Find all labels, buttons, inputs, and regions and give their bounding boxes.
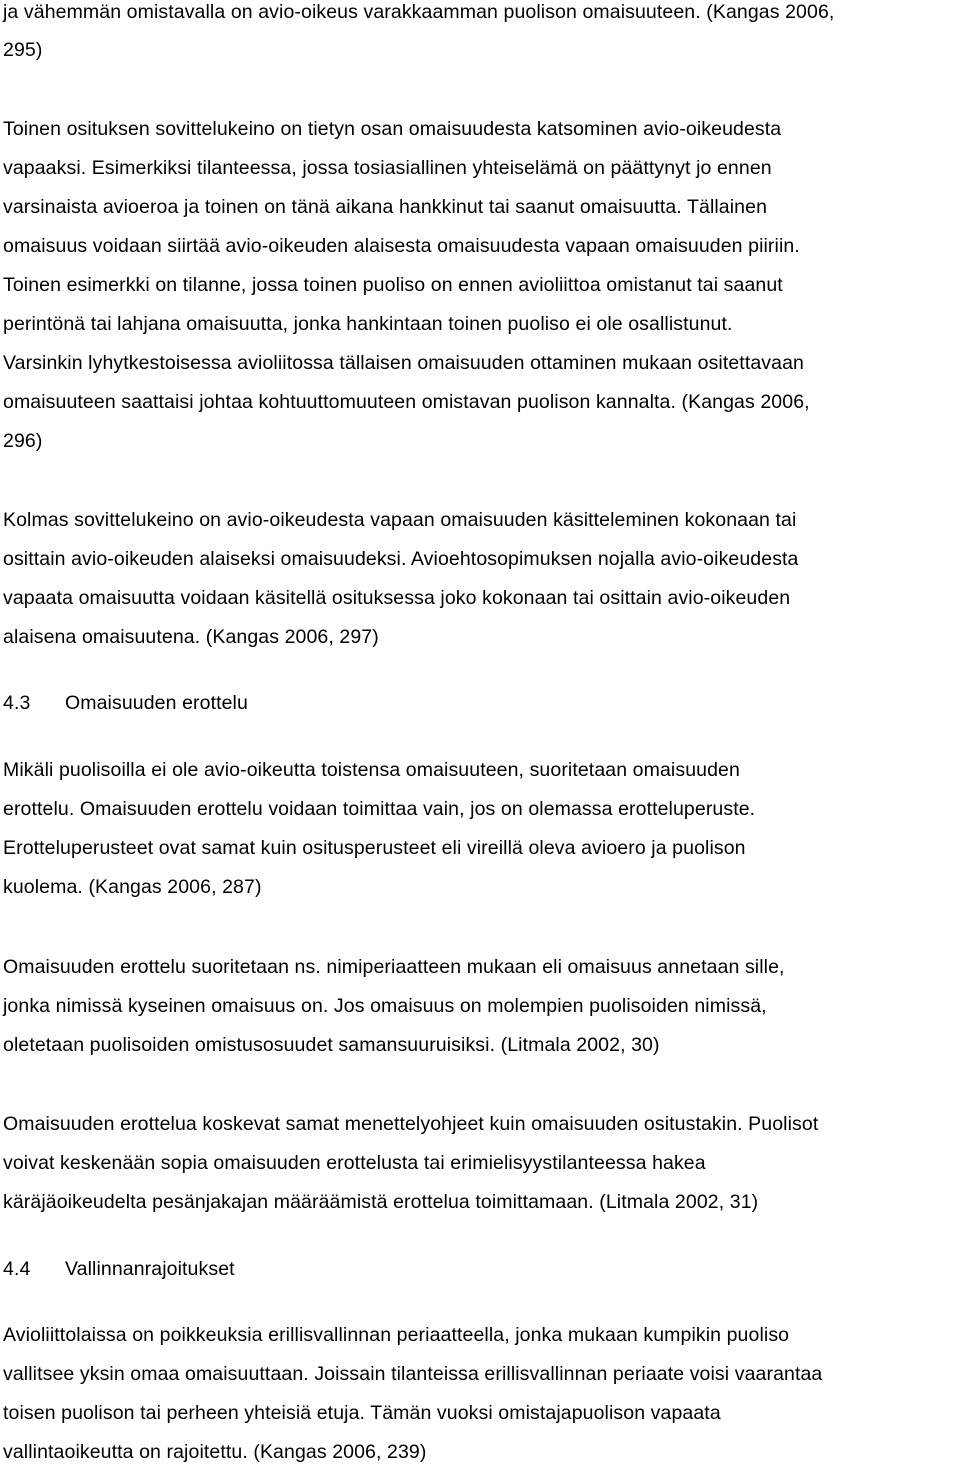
text-line: Mikäli puolisoilla ei ole avio-oikeutta toistensa omaisuuteen, suoritetaan omaisuuden: [3, 759, 740, 781]
section-number: 4.3: [3, 692, 31, 714]
text-line: ja vähemmän omistavalla on avio-oikeus varakkaamman puolison omaisuuteen. (Kangas 2006,: [3, 1, 835, 23]
text-line: vapaaksi. Esimerkiksi tilanteessa, jossa tosiasiallinen yhteiselämä on päättynyt jo ennen: [3, 157, 772, 179]
text-line: Toinen esimerkki on tilanne, jossa toinen puoliso on ennen avioliittoa omistanut tai saanut: [3, 274, 783, 296]
text-line: 296): [3, 430, 43, 452]
text-line: Avioliittolaissa on poikkeuksia erillisvallinnan periaatteella, jonka mukaan kumpikin puoliso: [3, 1324, 790, 1346]
section-title: Omaisuuden erottelu: [65, 692, 248, 714]
text-line: 295): [3, 39, 43, 61]
text-line: Omaisuuden erottelua koskevat samat menettelyohjeet kuin omaisuuden ositustakin. Puolisot: [3, 1113, 819, 1135]
text-line: vallintaoikeutta on rajoitettu. (Kangas 2006, 239): [3, 1441, 427, 1463]
text-line: omaisuus voidaan siirtää avio-oikeuden alaisesta omaisuudesta vapaan omaisuuden piiriin.: [3, 235, 800, 257]
text-line: alaisena omaisuutena. (Kangas 2006, 297): [3, 626, 379, 648]
text-line: voivat keskenään sopia omaisuuden erottelusta tai erimielisyystilanteessa hakea: [3, 1152, 706, 1174]
text-line: kuolema. (Kangas 2006, 287): [3, 876, 262, 898]
section-title: Vallinnanrajoitukset: [65, 1258, 235, 1280]
text-line: varsinaista avioeroa ja toinen on tänä aikana hankkinut tai saanut omaisuutta. Tällainen: [3, 196, 768, 218]
section-heading: [3, 1257, 235, 1281]
text-line: omaisuuteen saattaisi johtaa kohtuuttomuuteen omistavan puolison kannalta. (Kangas 2006,: [3, 391, 810, 413]
text-line: perintönä tai lahjana omaisuutta, jonka hankintaan toinen puoliso ei ole osallistunut.: [3, 313, 733, 335]
section-heading: [3, 691, 248, 715]
text-line: erottelu. Omaisuuden erottelu voidaan toimittaa vain, jos on olemassa erotteluperuste.: [3, 798, 756, 820]
text-line: Varsinkin lyhytkestoisessa avioliitossa tällaisen omaisuuden ottaminen mukaan ositettavaan: [3, 352, 804, 374]
text-line: jonka nimissä kyseinen omaisuus on. Jos omaisuus on molempien puolisoiden nimissä,: [3, 995, 767, 1017]
text-line: Toinen osituksen sovittelukeino on tietyn osan omaisuudesta katsominen avio-oikeudesta: [3, 118, 782, 140]
text-line: osittain avio-oikeuden alaiseksi omaisuudeksi. Avioehtosopimuksen nojalla avio-oikeudesta: [3, 548, 799, 570]
text-line: Erotteluperusteet ovat samat kuin ositusperusteet eli vireillä oleva avioero ja puolison: [3, 837, 746, 859]
text-line: Omaisuuden erottelu suoritetaan ns. nimiperiaatteen mukaan eli omaisuus annetaan sille,: [3, 956, 785, 978]
text-line: oletetaan puolisoiden omistusosuudet samansuuruisiksi. (Litmala 2002, 30): [3, 1034, 660, 1056]
section-number: 4.4: [3, 1258, 31, 1280]
text-line: Kolmas sovittelukeino on avio-oikeudesta vapaan omaisuuden käsitteleminen kokonaan tai: [3, 509, 797, 531]
text-line: vapaata omaisuutta voidaan käsitellä osituksessa joko kokonaan tai osittain avio-oikeuden: [3, 587, 791, 609]
text-line: käräjäoikeudelta pesänjakajan määräämistä erottelua toimittamaan. (Litmala 2002, 31): [3, 1191, 759, 1213]
text-line: toisen puolison tai perheen yhteisiä etuja. Tämän vuoksi omistajapuolison vapaata: [3, 1402, 721, 1424]
text-line: vallitsee yksin omaa omaisuuttaan. Joissain tilanteissa erillisvallinnan periaate voisi vaarantaa: [3, 1363, 823, 1385]
